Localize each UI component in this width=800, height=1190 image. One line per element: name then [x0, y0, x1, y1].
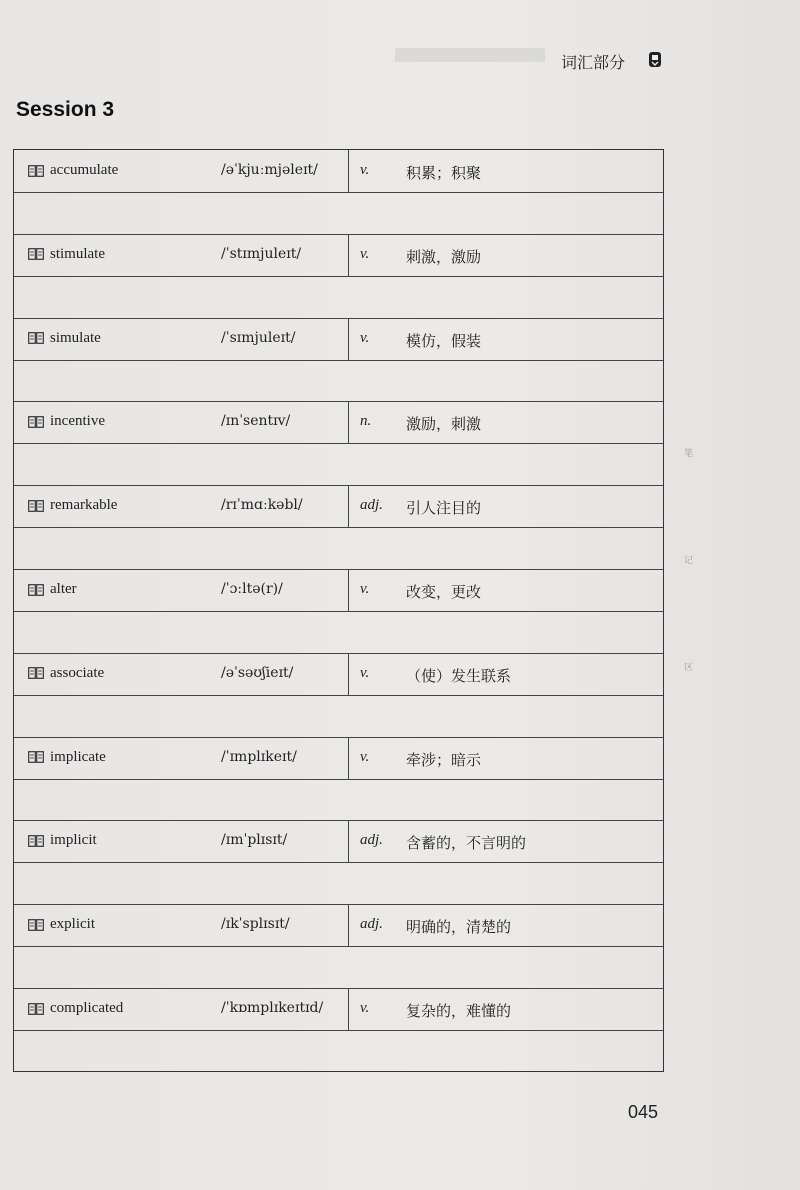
column-divider: [348, 318, 349, 360]
vocab-word: [28, 581, 77, 598]
book-icon: [28, 919, 44, 931]
vocab-word-text: complicated: [50, 1000, 124, 1016]
vocab-row: [14, 150, 663, 234]
book-icon: [28, 1003, 44, 1015]
vocab-part-of-speech: v.: [360, 245, 370, 262]
vocab-word: [28, 749, 106, 766]
vocabulary-table: [13, 149, 664, 1072]
column-divider: [348, 401, 349, 443]
vocab-row: [14, 401, 663, 485]
vocab-word-text: associate: [50, 664, 105, 681]
margin-note-label: 笔: [684, 449, 694, 459]
vocab-word: [28, 162, 118, 179]
vocab-meaning: （使）发生联系: [406, 666, 512, 685]
vocab-row: [14, 653, 663, 737]
vocab-word: [28, 246, 105, 263]
vocab-word-text: simulate: [50, 329, 101, 346]
vocab-entry-line: [14, 401, 663, 444]
vocab-meaning: 明确的，清楚的: [406, 918, 512, 937]
vocab-part-of-speech: adj.: [360, 497, 383, 514]
vocab-entry-line: [14, 485, 663, 528]
column-divider: [348, 653, 349, 695]
vocab-word-text: stimulate: [50, 245, 105, 262]
vocab-word: [28, 497, 117, 514]
page-number: 045: [628, 1102, 659, 1122]
vocab-word-text: accumulate: [50, 162, 119, 178]
vocab-entry-line: [14, 820, 663, 863]
vocab-word: [28, 330, 101, 347]
vocab-entry-line: [14, 234, 663, 277]
vocab-entry-line: [14, 904, 663, 947]
vocab-entry-line: [14, 150, 663, 193]
vocab-word: [28, 413, 105, 430]
vocab-part-of-speech: v.: [360, 1000, 370, 1016]
margin-note-label: 区: [684, 663, 694, 673]
column-divider: [348, 988, 349, 1030]
vocab-meaning: 模仿，假装: [406, 331, 482, 350]
book-icon: [28, 165, 44, 177]
book-icon: [28, 667, 44, 679]
vocab-word-text: remarkable: [50, 497, 118, 514]
book-icon: [28, 248, 44, 260]
vocab-meaning: 含蓄的，不言明的: [406, 834, 527, 853]
book-icon: [28, 332, 44, 344]
vocab-part-of-speech: v.: [360, 748, 370, 765]
vocab-phonetic: /ɪkˈsplɪsɪt/: [221, 916, 290, 933]
vocab-word-text: alter: [50, 581, 77, 597]
column-divider: [348, 150, 349, 192]
vocab-row: [14, 737, 663, 821]
book-icon: [28, 500, 44, 512]
vocab-phonetic: /ˈɪmplɪkeɪt/: [221, 748, 297, 765]
vocab-row: [14, 988, 663, 1072]
vocab-meaning: 复杂的，难懂的: [406, 1002, 512, 1020]
vocab-phonetic: /ˈsɪmjuleɪt/: [221, 329, 296, 346]
column-divider: [348, 820, 349, 862]
bookmark-icon: [648, 51, 662, 68]
vocab-phonetic: /rɪˈmɑːkəbl/: [221, 497, 303, 514]
book-icon: [28, 584, 44, 596]
section-header: 词汇部分: [561, 53, 626, 72]
vocab-meaning: 引人注目的: [406, 499, 482, 518]
vocab-row: [14, 820, 663, 904]
vocab-meaning: 积累；积聚: [406, 164, 482, 182]
vocab-word: [28, 916, 95, 933]
vocab-row: [14, 318, 663, 402]
vocab-entry-line: [14, 318, 663, 361]
vocab-phonetic: /ˈɔːltə(r)/: [221, 581, 283, 597]
vocab-part-of-speech: v.: [360, 664, 370, 681]
book-icon: [28, 416, 44, 428]
vocab-row: [14, 569, 663, 653]
vocab-word-text: implicit: [50, 832, 97, 849]
vocab-word-text: explicit: [50, 916, 95, 933]
vocab-row: [14, 904, 663, 988]
vocab-phonetic: /ɪmˈplɪsɪt/: [221, 832, 288, 849]
vocab-meaning: 刺激，激励: [406, 247, 482, 266]
vocab-part-of-speech: v.: [360, 162, 370, 178]
column-divider: [348, 904, 349, 946]
vocab-meaning: 改变，更改: [406, 583, 482, 601]
vocab-row: [14, 485, 663, 569]
vocab-word: [28, 832, 97, 849]
vocab-phonetic: /ɪnˈsentɪv/: [221, 413, 291, 430]
vocab-entry-line: [14, 569, 663, 612]
vocab-part-of-speech: v.: [360, 581, 370, 597]
column-divider: [348, 485, 349, 527]
vocab-phonetic: /əˈkjuːmjəleɪt/: [221, 162, 318, 178]
vocab-part-of-speech: n.: [360, 413, 372, 430]
vocab-part-of-speech: v.: [360, 329, 370, 346]
vocab-word: [28, 1000, 123, 1017]
vocab-phonetic: /ˈstɪmjuleɪt/: [221, 245, 302, 262]
column-divider: [348, 569, 349, 611]
vocab-word: [28, 665, 104, 682]
session-title: Session 3: [16, 98, 115, 121]
margin-note-label: 记: [684, 556, 694, 566]
vocab-part-of-speech: adj.: [360, 916, 383, 933]
vocab-row: [14, 234, 663, 318]
vocab-meaning: 牵涉；暗示: [406, 750, 482, 769]
vocab-phonetic: /ˈkɒmplɪkeɪtɪd/: [221, 1000, 324, 1016]
vocab-entry-line: [14, 653, 663, 696]
vocab-word-text: implicate: [50, 748, 106, 765]
book-icon: [28, 751, 44, 763]
vocab-entry-line: [14, 737, 663, 780]
column-divider: [348, 234, 349, 276]
vocab-part-of-speech: adj.: [360, 832, 383, 849]
vocab-meaning: 激励，刺激: [406, 415, 482, 434]
vocab-entry-line: [14, 988, 663, 1031]
vocab-word-text: incentive: [50, 413, 105, 430]
vocab-phonetic: /əˈsəʊʃieɪt/: [221, 664, 294, 681]
show-through-text: [395, 48, 545, 62]
book-icon: [28, 835, 44, 847]
column-divider: [348, 737, 349, 779]
